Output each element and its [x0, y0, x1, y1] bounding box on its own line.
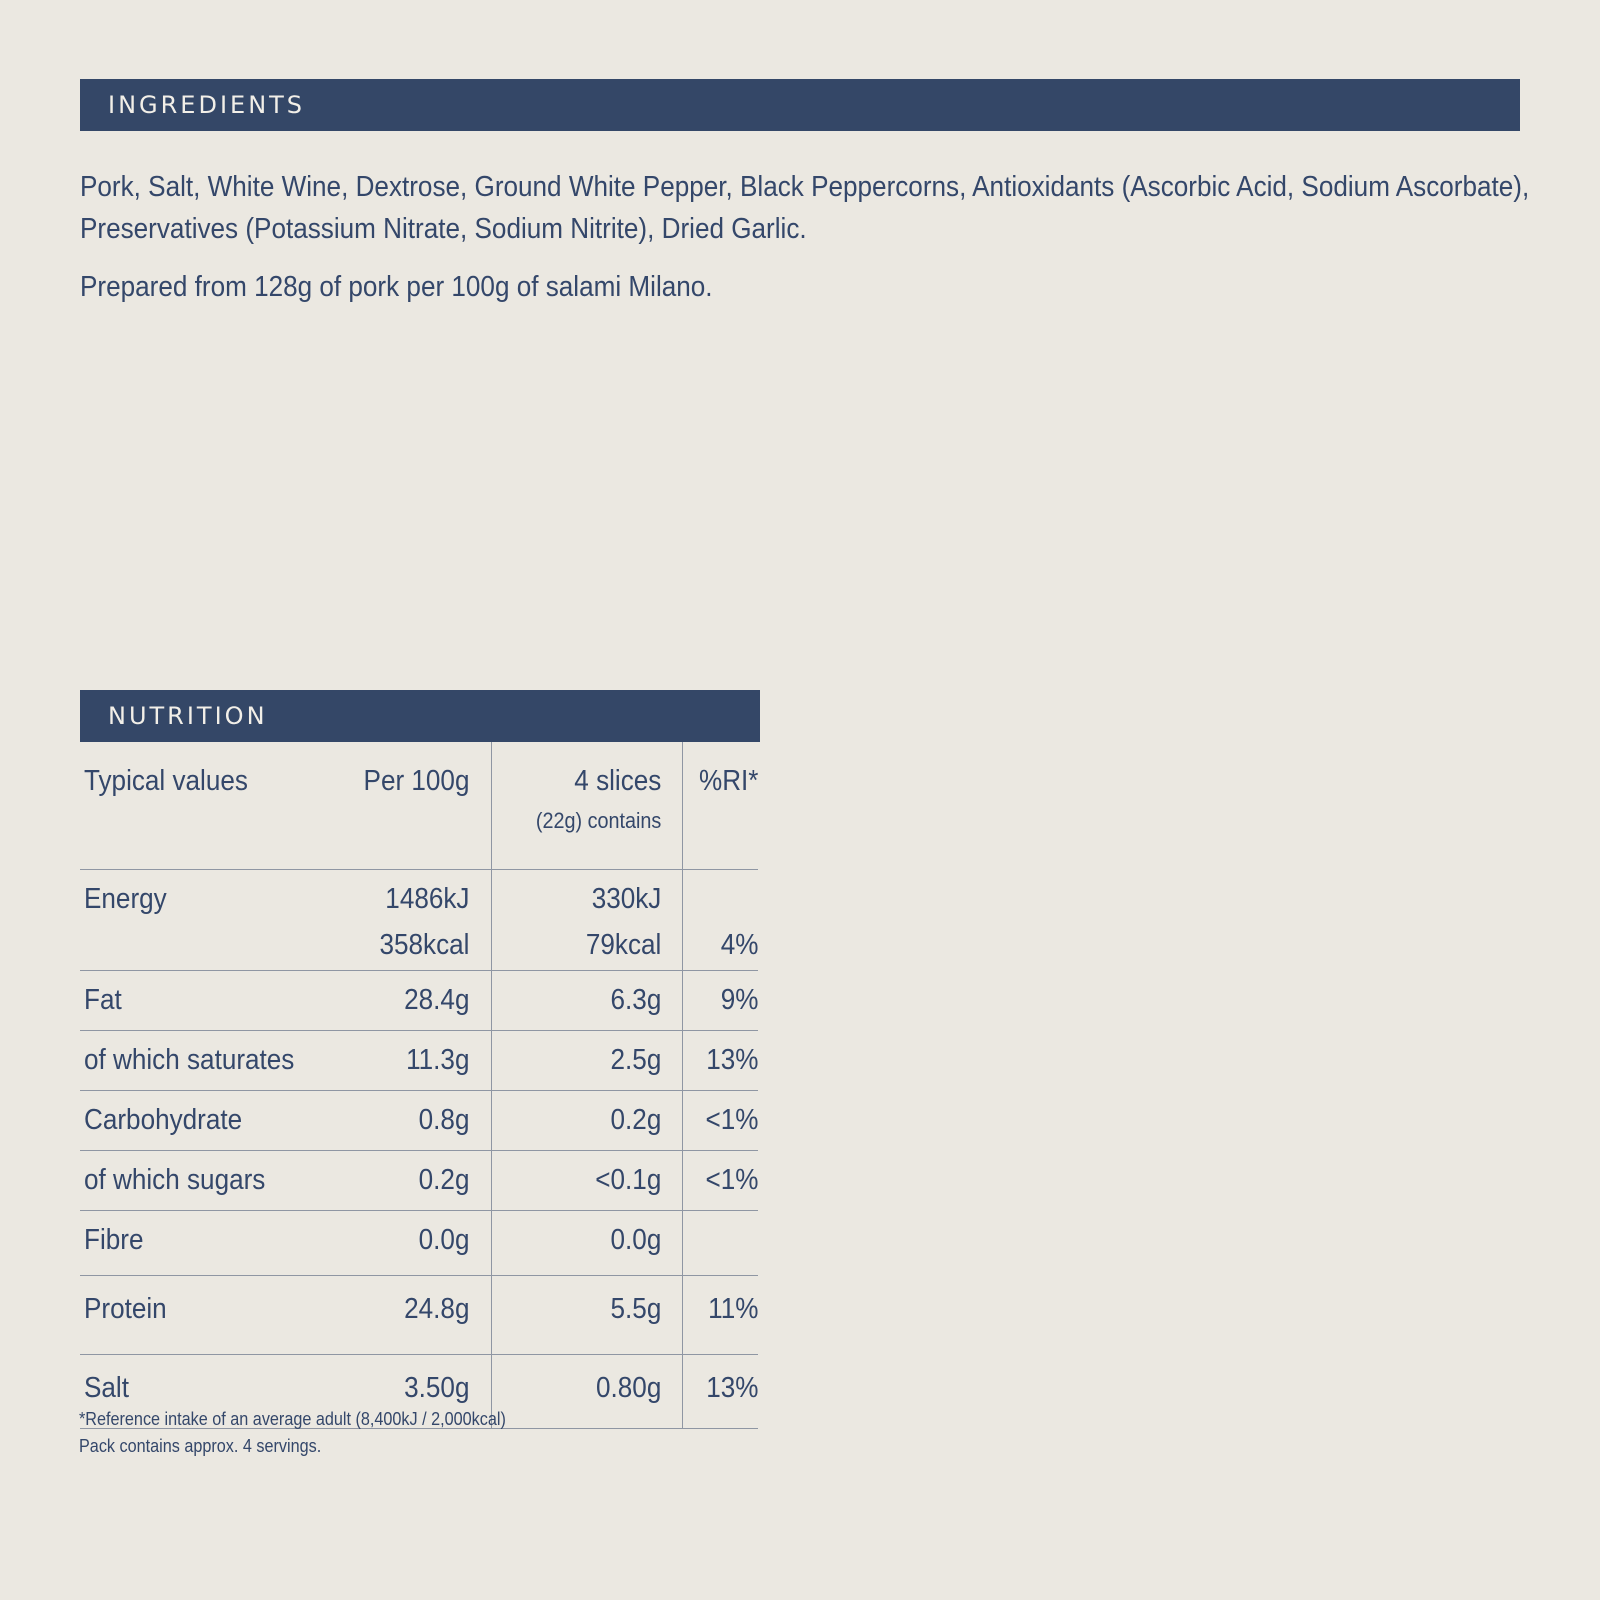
footnote-reference-intake: *Reference intake of an average adult (8,400kJ / 2,000kcal)	[79, 1409, 506, 1429]
row-ri: <1%	[705, 1104, 758, 1136]
column-header-typical: Typical values	[84, 765, 248, 797]
row-serving: 0.2g	[492, 1091, 682, 1151]
row-per100: 3.50g	[318, 1355, 492, 1429]
row-label: of which sugars	[84, 1164, 266, 1196]
row-serving: 5.5g	[492, 1276, 682, 1355]
energy-serving: 330kJ 79kcal	[492, 870, 682, 971]
table-row	[80, 1151, 758, 1211]
row-label: Fat	[84, 984, 122, 1016]
row-label: Fibre	[84, 1224, 144, 1256]
row-label: Carbohydrate	[84, 1104, 243, 1136]
row-per100: 11.3g	[318, 1031, 492, 1091]
footnote-servings: Pack contains approx. 4 servings.	[79, 1436, 322, 1456]
footnote	[79, 1406, 506, 1460]
ingredients-header: INGREDIENTS	[80, 79, 1520, 131]
column-header-per100: Per 100g	[318, 742, 492, 870]
nutrition-header: NUTRITION	[80, 690, 760, 742]
energy-ri: 4%	[720, 929, 758, 961]
row-serving: <0.1g	[492, 1151, 682, 1211]
row-ri: 11%	[707, 1293, 758, 1325]
table-row	[80, 971, 758, 1031]
row-per100: 0.2g	[318, 1151, 492, 1211]
row-ri: <1%	[705, 1164, 758, 1196]
row-ri	[682, 1211, 758, 1276]
column-header-ri: %RI*	[698, 765, 758, 797]
row-serving: 0.80g	[492, 1355, 682, 1429]
row-serving: 0.0g	[492, 1211, 682, 1276]
nutrition-table	[80, 742, 758, 1429]
row-serving: 2.5g	[492, 1031, 682, 1091]
ingredients-list: Pork, Salt, White Wine, Dextrose, Ground White Pepper, Black Peppercorns, Antioxidants (Ascorbic Acid, Sodium Ascorbate), Preservatives (Potassium Nitrate, Sodium Nitrite), Dried Garlic.	[80, 171, 1530, 245]
ingredients-note: Prepared from 128g of pork per 100g of salami Milano.	[80, 271, 713, 303]
row-per100: 28.4g	[318, 971, 492, 1031]
row-ri: 13%	[705, 1044, 758, 1076]
row-serving: 6.3g	[492, 971, 682, 1031]
row-per100: 0.0g	[318, 1211, 492, 1276]
table-row	[80, 1031, 758, 1091]
energy-per100: 1486kJ 358kcal	[318, 870, 492, 971]
row-label: Salt	[84, 1372, 129, 1404]
table-row	[80, 1276, 758, 1355]
table-row	[80, 1091, 758, 1151]
row-per100: 24.8g	[318, 1276, 492, 1355]
nutrition-table-header-row	[80, 742, 758, 870]
table-row-energy	[80, 870, 758, 971]
column-header-serving: 4 slices (22g) contains	[492, 742, 682, 870]
row-ri: 9%	[720, 984, 758, 1016]
row-per100: 0.8g	[318, 1091, 492, 1151]
row-label: of which saturates	[84, 1044, 295, 1076]
table-row	[80, 1211, 758, 1276]
row-label: Protein	[84, 1293, 167, 1325]
row-ri: 13%	[705, 1372, 758, 1404]
row-label: Energy	[84, 883, 167, 915]
